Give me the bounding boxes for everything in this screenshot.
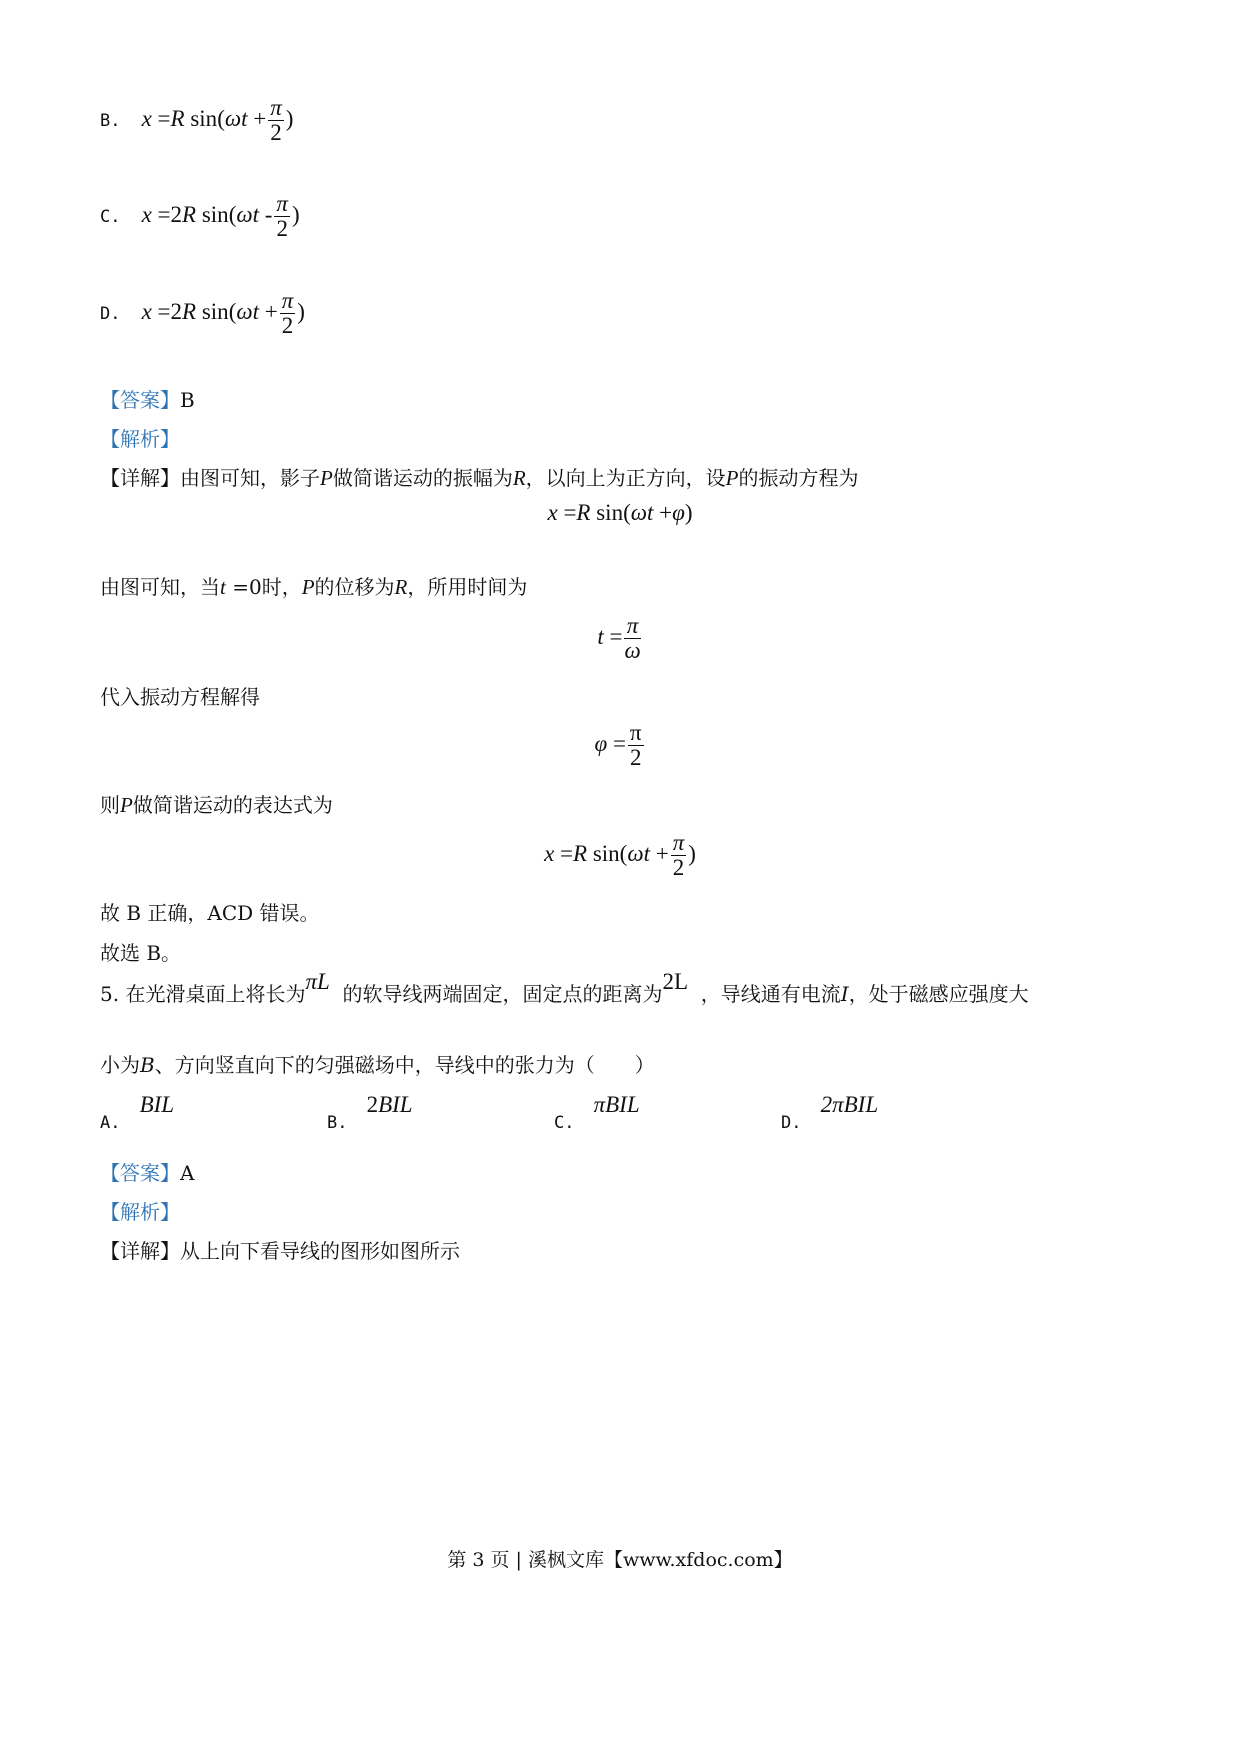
q5-option-c [554, 1092, 640, 1133]
option-label: B. [100, 110, 121, 131]
page-footer: 第 3 页 | 溪枫文库【www.xfdoc.com】 [447, 1549, 793, 1571]
question-5-line-1: 5. 在光滑桌面上将长为πL 的软导线两端固定，固定点的距离为2L ，导线通有电流I，处于磁感应强度大 [100, 969, 1029, 1006]
answer-value: B [180, 388, 195, 412]
q5-answer-line [100, 1157, 194, 1186]
detail-line-5: 故 B 正确，ACD 错误。 [100, 901, 320, 925]
detail-line-2: 由图可知，当t =0时，P的位移为R，所用时间为 [100, 575, 528, 599]
equation-4: x =R sin(ωt + $\frac{\pi}{2}$ ) [544, 830, 696, 881]
option-label: D. [100, 303, 121, 324]
equation-1: x =R sin(ωt +φ) [547, 500, 693, 525]
option-b [100, 96, 293, 145]
option-c [100, 192, 300, 241]
option-label: C. [100, 206, 121, 227]
option-label: A. [100, 1113, 121, 1133]
detail-line-6: 故选 B。 [100, 941, 182, 965]
answer-tag: 【答案】 [100, 388, 180, 412]
option-label: D. [781, 1113, 802, 1133]
detail-line-1: 【详解】由图可知，影子P做简谐运动的振幅为R，以向上为正方向，设P的振动方程为 [100, 466, 859, 490]
option-formula: πBIL [593, 1092, 640, 1117]
option-formula: x =2R sin(ωt - $\frac{\pi}{2}$ ) [141, 191, 300, 242]
equation-3: φ = $\frac{\pi}{2}$ [594, 720, 642, 771]
q5-option-a [100, 1092, 175, 1133]
option-formula: 2πBIL [820, 1092, 879, 1117]
analysis-tag: 【解析】 [100, 427, 180, 451]
option-formula: BIL [139, 1092, 175, 1117]
option-formula: x =R sin(ωt + $\frac{\pi}{2}$ ) [141, 95, 294, 146]
detail-line-4: 则P做简谐运动的表达式为 [100, 793, 333, 817]
option-label: C. [554, 1113, 575, 1133]
option-formula: x =2R sin(ωt + $\frac{\pi}{2}$ ) [141, 288, 305, 339]
option-formula: 2BIL [366, 1092, 413, 1117]
q5-analysis-tag: 【解析】 [100, 1200, 180, 1224]
answer-line [100, 384, 195, 413]
q5-option-b [327, 1092, 413, 1133]
option-label: B. [327, 1113, 348, 1133]
equation-2: t = $\frac{\pi}{\omega}$ [597, 613, 641, 664]
option-d [100, 289, 305, 338]
q5-option-d [781, 1092, 879, 1133]
q5-detail-line: 【详解】从上向下看导线的图形如图所示 [100, 1239, 460, 1263]
answer-tag: 【答案】 [100, 1161, 180, 1185]
detail-line-3: 代入振动方程解得 [100, 685, 260, 709]
answer-value: A [180, 1161, 195, 1185]
question-5-line-2: 小为B、方向竖直向下的匀强磁场中，导线中的张力为（ ） [100, 1053, 655, 1077]
